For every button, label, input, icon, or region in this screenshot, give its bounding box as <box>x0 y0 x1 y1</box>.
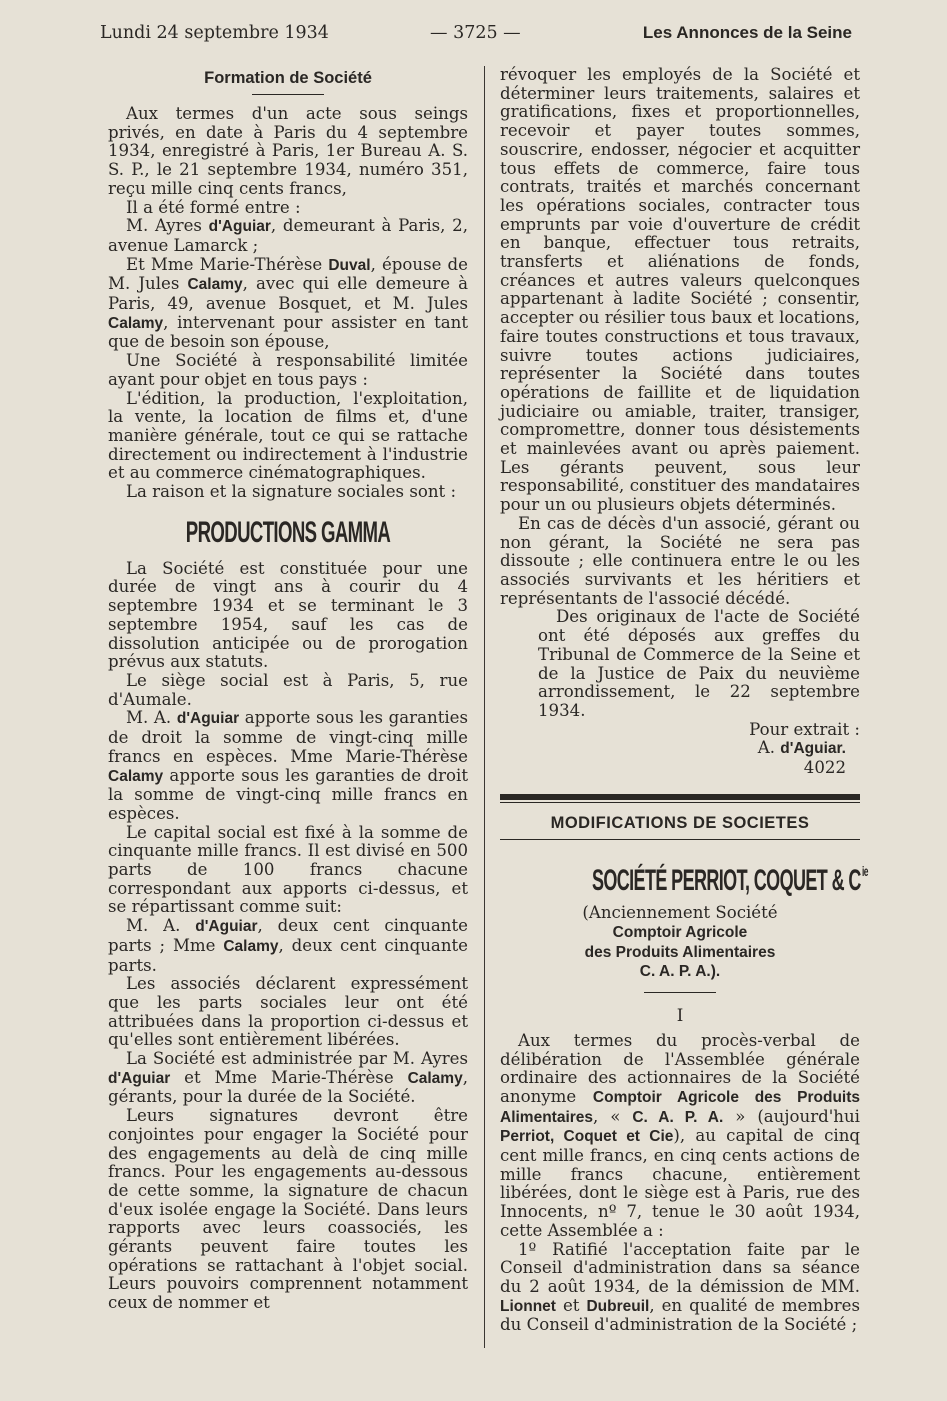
paragraph: Une Société à responsabilité limitée ayant pour objet en tous pays : <box>108 351 468 389</box>
section-heading: MODIFICATIONS DE SOCIETES <box>550 813 810 832</box>
paragraph: La raison et la signature sociales sont : <box>126 482 457 502</box>
title-rule <box>252 94 324 95</box>
name-bold: Duval <box>328 256 371 274</box>
former-name-line: C. A. P. A.). <box>639 963 721 981</box>
column-divider <box>484 66 485 1348</box>
section-separator <box>500 794 860 803</box>
signature-intro: Pour extrait : <box>749 719 860 739</box>
paragraph: La Société est constituée pour une durée de vingt ans à courir du 4 septembre 1934 et se terminant le 3 septembre 1954, sauf les cas de dissolution anticipée ou de prorogation prévus aux statuts. <box>108 558 468 672</box>
paragraph: Le capital social est fixé à la somme de cinquante mille francs. Il est divisé en 500 parts de 100 francs chacune correspondant aux apports ci-dessus, et se répartissant comme suit: <box>108 822 468 917</box>
paragraph: 1º Ratifié l'acceptation faite par le Conseil d'administration dans sa séance du 2 août 1934, de la démission de MM. Lionnet et Dubreuil, en qualité de membres du Conseil d'administration de la Société ; <box>500 1239 861 1335</box>
paragraph: Le siège social est à Paris, 5, rue d'Aumale. <box>108 670 468 709</box>
paragraph: En cas de décès d'un associé, gérant ou non gérant, la Société ne sera pas dissoute ; elle continuera entre le ou les associés survivants et les héritiers et représentants de l'associé décédé. <box>500 513 860 608</box>
signature-name: A. d'Aguiar. <box>757 738 846 758</box>
paragraph: Aux termes du procès-verbal de délibération de l'Assemblée générale ordinaire des actionnaires de la Société anonyme Comptoir Agricole des Produits Alimentaires, « C. A. P. A. » (aujourd'hui Perriot, Coquet et Cie), au capital de cinq cent mille francs, en cinq cents actions de mille francs chacune, entièrement libérées, dont le siège est à Paris, rue des Innocents, nº 7, tenue le 30 août 1934, cette Assemblée a : <box>500 1030 861 1240</box>
paragraph: M. Ayres d'Aguiar, demeurant à Paris, 2, avenue Lamarck ; <box>108 216 468 255</box>
name-bold: d'Aguiar <box>176 710 240 728</box>
former-name-line: (Anciennement Société <box>582 903 778 923</box>
name-bold: Calamy <box>108 767 164 785</box>
paragraph: Les associés déclarent expressément que les parts sociales leur ont été attribuées dans la proportion ci-dessus et qu'elles sont entièrement libérées. <box>108 974 468 1050</box>
former-name-line: Comptoir Agricole <box>612 924 748 941</box>
left-column <box>108 66 468 1313</box>
paragraph: Il a été formé entre : <box>126 197 301 217</box>
company-name: PRODUCTIONS GAMMA <box>185 515 391 549</box>
paragraph: M. A. d'Aguiar apporte sous les garanties de droit la somme de vingt-cinq mille francs en espèces. Mme Marie-Thérèse Calamy apporte sous les garanties de droit la somme de vingt-cinq mille francs en espèces. <box>108 708 468 823</box>
paragraph: La Société est administrée par M. Ayres d'Aguiar et Mme Marie-Thérèse Calamy, gérants, pour la durée de la Société. <box>108 1049 468 1107</box>
issue-date: Lundi 24 septembre 1934 <box>100 23 329 43</box>
name-bold: Calamy <box>108 314 164 332</box>
heading-rule <box>500 839 860 840</box>
reference-number: 4022 <box>803 758 846 778</box>
paragraph: Aux termes d'un acte sous seings privés, en date à Paris du 4 septembre 1934, enregistré à Paris, 1er Bureau A. S. S. P., le 21 septembre 1934, numéro 351, reçu mille cinq cents francs, <box>108 104 468 198</box>
paragraph: Et Mme Marie-Thérèse Duval, épouse de M. Jules Calamy, avec qui elle demeure à Paris, 49, avenue Bosquet, et M. Jules Calamy, intervenant pour assister en tant que de besoin son épouse, <box>108 254 469 352</box>
publication-name: Les Annonces de la Seine <box>642 23 852 42</box>
name-bold: d'Aguiar <box>195 918 258 936</box>
name-bold: Calamy <box>223 937 279 955</box>
roman-numeral: I <box>676 1006 684 1026</box>
page-number: — 3725 — <box>430 23 521 43</box>
name-bold: d'Aguiar <box>208 218 271 236</box>
title-rule <box>644 992 716 993</box>
name-bold: d'Aguiar <box>108 1069 171 1087</box>
name-bold: Calamy <box>187 276 243 294</box>
right-column <box>500 65 868 1335</box>
page-header <box>100 20 852 46</box>
paragraph: L'édition, la production, l'exploitation, la vente, la location de films et, d'une manière générale, tout ce qui se rattache directement ou indirectement à l'industrie et au commerce cinématographiques. <box>108 388 468 483</box>
company-title: SOCIÉTÉ PERRIOT, COQUET & $C^{ie}$ <box>591 863 868 898</box>
paragraph: M. A. d'Aguiar, deux cent cinquante parts ; Mme Calamy, deux cent cinquante parts. <box>108 916 468 975</box>
paragraph: Leurs signatures devront être conjointes pour engager la Société pour des engagements au delà de cinq mille francs. Pour les engagements au-dessous de cette somme, la signature de chacun d'eux isolée engage la Société. Dans leurs rapports avec leurs coassociés, les gérants peuvent faire toutes les opérations se rattachant à l'objet social. Leurs pouvoirs comprennent notamment ceux de nommer et <box>108 1106 468 1313</box>
paragraph: Des originaux de l'acte de Société ont été déposés aux greffes du Tribunal de Commerce de la Seine et de la Justice de Paix du neuvième arrondissement, le 22 septembre 1934. <box>538 607 860 720</box>
former-name-line: des Produits Alimentaires <box>584 943 776 961</box>
paragraph: révoquer les employés de la Société et déterminer leurs traitements, salaires et gratifications, fixes et proportionnelles, recevoir et payer toutes sommes, souscrire, endosser, négocier et acquitter tous effets de commerce, faire tous contrats, traités et marchés concernant les opérations sociales, contracter tous emprunts par voie d'ouverture de crédit en banque, effectuer tous retraits, transferts et aliénations de fonds, créances et autres valeurs quelconques appartenant à ladite Société ; consentir, accepter ou résilier tous baux et locations, faire toutes constructions et tous travaux, suivre toutes actions judiciaires, représenter la Société dans toutes opérations de faillite et de liquidation judiciaire ou amiable, traiter, transiger, compromettre, donner tous désistements et mainlevées avant ou après paiement. Les gérants peuvent, sous leur responsabilité, constituer des mandataires pour un ou plusieurs objets déterminés. <box>500 65 860 515</box>
name-bold: Calamy <box>407 1069 463 1087</box>
section-title: Formation de Société <box>204 69 372 87</box>
